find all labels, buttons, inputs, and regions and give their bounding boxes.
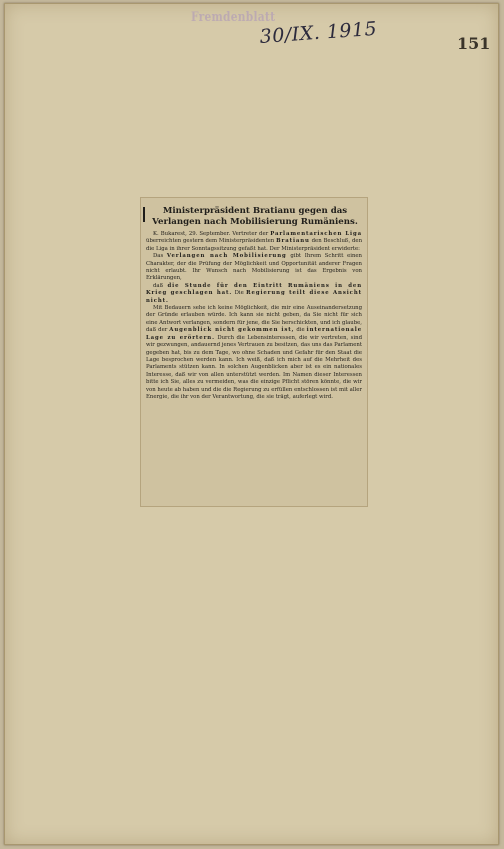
article-text: überreichten gestern dem Ministerpräsidenten [146,238,275,245]
article-text: Durch die Lebensinteressen, die wir vertreten, sind wir gezwungen, andauernd jenes Vertrauen zu besitzen, das uns das Parlament gegeben hat, bis zu dem Tage, wo ohne Schaden und Gefahr für den Staat die Lage besprochen werden kann. Ich weiß, daß ich mich auf die Mehrheit des Parlaments stützen kann. In solchen Augenblicken aber ist es ein nationales Interesse, daß wir von allen unterstützt werden. Im Namen dieser Interessen bitte ich Sie, alles zu vermeiden, was die einzige Pflicht stören könnte, die wir von heute ab haben und die die Regierung zu erfüllen entschlossen ist mit aller Energie, die ihr von der Verantwortung, die sie trägt, auferlegt wird. [146,334,362,400]
article-text: den Beschluß, den die Liga in ihrer Sonntagssitzung gefaßt hat. Der Ministerpräsident erwiderte: [146,238,363,252]
article-text: Mit Bedauern sehe ich keine Möglichkeit, die mir eine Auseinandersetzung der Gründe erlauben würde. Ich kann sie nicht geben, da Sie nicht für sich eine Antwort verlangen, sondern für jene, die Sie herschickten, und ich glaube, daß der [146,305,363,334]
page-number: 151 [457,34,491,53]
newspaper-clipping [140,197,368,507]
handwritten-date: 30/IX. 1915 [259,17,378,48]
article-text: gibt Ihrem Schritt einen Charakter, der die Prüfung der Möglichkeit und Opportunität anderer Fragen nicht erlaubt. Ihr Wunsch nach Mobilisierung ist das Ergebnis von Erklärungen, [146,253,362,282]
article-emphasis: internationale Lage zu erörtern. [146,327,363,341]
article-text: daß [153,282,164,289]
article-text: Das [153,253,164,260]
article-text: die [296,327,305,334]
article-text: Die [234,290,244,297]
article-emphasis: Bratianu [276,238,310,245]
article-emphasis: die Stunde für den Eintritt Rumäniens in den Krieg geschlagen hat. [146,282,362,297]
article-body [146,231,362,401]
archive-page [4,3,499,845]
article-headline: Ministerpräsident Bratianu gegen das Verlangen nach Mobilisierung Rumäniens. [152,206,358,227]
article-emphasis: Parlamentarischen Liga [270,231,362,237]
article-paragraph [146,231,362,253]
article-paragraph [146,305,362,401]
article-dateline: K. Bukarest, 29. September. [153,231,231,237]
article-paragraph [146,253,362,283]
article-emphasis: Augenblick nicht gekommen ist, [169,327,295,334]
newspaper-stamp: Fremdenblatt [191,10,276,25]
clipping-margin-rule [143,207,145,222]
article-emphasis: Verlangen nach Mobilisierung [166,253,287,260]
article-paragraph [146,283,362,305]
article-text: Vertreter der [232,231,269,237]
article-emphasis: Regierung teilt diese Ansicht nicht. [146,290,362,304]
